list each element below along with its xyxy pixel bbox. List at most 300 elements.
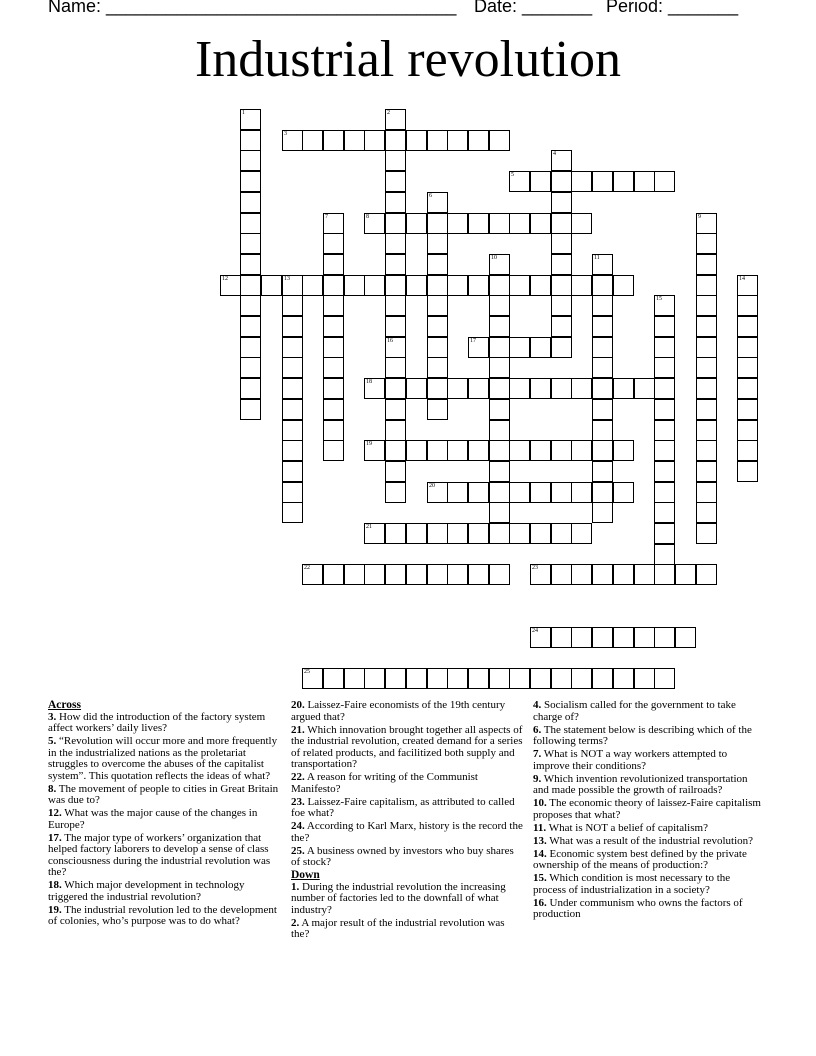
- grid-cell[interactable]: [406, 668, 427, 689]
- grid-cell[interactable]: [737, 337, 758, 358]
- grid-cell[interactable]: [509, 440, 530, 461]
- down-clue: [533, 849, 765, 872]
- grid-cell[interactable]: [509, 668, 530, 689]
- grid-cell[interactable]: [571, 564, 592, 585]
- grid-cell[interactable]: [737, 399, 758, 420]
- grid-cell[interactable]: [323, 337, 344, 358]
- clues-column-2: [291, 700, 525, 942]
- grid-cell[interactable]: [530, 378, 551, 399]
- grid-cell[interactable]: [551, 440, 572, 461]
- grid-cell[interactable]: [571, 482, 592, 503]
- grid-cell[interactable]: [302, 275, 323, 296]
- grid-cell[interactable]: [364, 275, 385, 296]
- clue-text: How did the introduction of the factory system affect workers’ daily lives?: [48, 710, 266, 734]
- grid-cell[interactable]: [385, 482, 406, 503]
- grid-cell[interactable]: [592, 627, 613, 648]
- grid-cell[interactable]: [654, 502, 675, 523]
- grid-cell[interactable]: [654, 440, 675, 461]
- grid-cell[interactable]: [385, 295, 406, 316]
- grid-cell[interactable]: [385, 192, 406, 213]
- grid-cell[interactable]: [240, 150, 261, 171]
- grid-cell[interactable]: [489, 440, 510, 461]
- grid-cell[interactable]: [489, 564, 510, 585]
- grid-cell[interactable]: [571, 440, 592, 461]
- grid-cell[interactable]: [427, 378, 448, 399]
- grid-cell[interactable]: [406, 130, 427, 151]
- grid-cell[interactable]: [737, 357, 758, 378]
- grid-cell[interactable]: [489, 357, 510, 378]
- grid-cell[interactable]: [282, 337, 303, 358]
- grid-cell[interactable]: [427, 275, 448, 296]
- grid-cell[interactable]: [551, 213, 572, 234]
- grid-cell[interactable]: [592, 337, 613, 358]
- grid-cell[interactable]: [654, 378, 675, 399]
- grid-cell[interactable]: [385, 461, 406, 482]
- grid-cell[interactable]: [696, 564, 717, 585]
- date-field[interactable]: Date: _______: [474, 0, 593, 16]
- grid-cell[interactable]: [551, 668, 572, 689]
- grid-cell[interactable]: [696, 502, 717, 523]
- grid-cell[interactable]: [468, 275, 489, 296]
- grid-cell[interactable]: [282, 316, 303, 337]
- grid-cell[interactable]: [696, 420, 717, 441]
- grid-cell[interactable]: [323, 213, 344, 234]
- grid-cell[interactable]: [364, 523, 385, 544]
- grid-cell[interactable]: [385, 316, 406, 337]
- grid-cell[interactable]: [447, 668, 468, 689]
- grid-cell[interactable]: [592, 420, 613, 441]
- grid-cell[interactable]: [737, 275, 758, 296]
- grid-cell[interactable]: [447, 130, 468, 151]
- grid-cell[interactable]: [634, 564, 655, 585]
- grid-cell[interactable]: [489, 130, 510, 151]
- grid-cell[interactable]: [282, 399, 303, 420]
- grid-cell[interactable]: [447, 440, 468, 461]
- grid-cell[interactable]: [282, 130, 303, 151]
- grid-cell[interactable]: [323, 420, 344, 441]
- grid-cell[interactable]: [551, 150, 572, 171]
- clue-number: 2: [387, 110, 390, 116]
- grid-cell[interactable]: [634, 627, 655, 648]
- grid-cell[interactable]: [468, 564, 489, 585]
- grid-cell[interactable]: [592, 482, 613, 503]
- grid-cell[interactable]: [696, 461, 717, 482]
- period-field[interactable]: Period: _______: [606, 0, 739, 16]
- grid-cell[interactable]: [385, 564, 406, 585]
- grid-cell[interactable]: [675, 564, 696, 585]
- grid-cell[interactable]: [240, 275, 261, 296]
- clue-number: 19: [366, 441, 372, 447]
- grid-cell[interactable]: [696, 378, 717, 399]
- clue-number: 17: [470, 338, 476, 344]
- grid-cell[interactable]: [427, 316, 448, 337]
- grid-cell[interactable]: [323, 399, 344, 420]
- grid-cell[interactable]: [654, 482, 675, 503]
- grid-cell[interactable]: [282, 295, 303, 316]
- grid-cell[interactable]: [302, 668, 323, 689]
- grid-cell[interactable]: [613, 275, 634, 296]
- grid-cell[interactable]: [323, 130, 344, 151]
- grid-cell[interactable]: [282, 275, 303, 296]
- down-clue: [533, 725, 765, 748]
- grid-cell[interactable]: [344, 668, 365, 689]
- grid-cell[interactable]: [282, 357, 303, 378]
- grid-cell[interactable]: [654, 337, 675, 358]
- grid-cell[interactable]: [385, 213, 406, 234]
- grid-cell[interactable]: [385, 357, 406, 378]
- grid-cell[interactable]: [530, 440, 551, 461]
- grid-cell[interactable]: [737, 378, 758, 399]
- grid-cell[interactable]: [364, 213, 385, 234]
- grid-cell[interactable]: [696, 233, 717, 254]
- grid-cell[interactable]: [654, 627, 675, 648]
- grid-cell[interactable]: [592, 275, 613, 296]
- grid-cell[interactable]: [613, 378, 634, 399]
- grid-cell[interactable]: [344, 275, 365, 296]
- grid-cell[interactable]: [468, 213, 489, 234]
- grid-cell[interactable]: [592, 461, 613, 482]
- grid-cell[interactable]: [468, 130, 489, 151]
- clue-number: 13.: [533, 834, 547, 847]
- grid-cell[interactable]: [489, 254, 510, 275]
- grid-cell[interactable]: [654, 564, 675, 585]
- grid-cell[interactable]: [427, 357, 448, 378]
- down-clue: [533, 873, 765, 896]
- grid-cell[interactable]: [385, 337, 406, 358]
- grid-cell[interactable]: [447, 523, 468, 544]
- grid-cell[interactable]: [406, 213, 427, 234]
- grid-cell[interactable]: [509, 523, 530, 544]
- grid-cell[interactable]: [364, 440, 385, 461]
- grid-cell[interactable]: [551, 482, 572, 503]
- grid-cell[interactable]: [489, 461, 510, 482]
- grid-cell[interactable]: [323, 233, 344, 254]
- grid-cell[interactable]: [240, 233, 261, 254]
- grid-cell[interactable]: [509, 213, 530, 234]
- grid-cell[interactable]: [323, 668, 344, 689]
- grid-cell[interactable]: [551, 275, 572, 296]
- grid-cell[interactable]: [364, 668, 385, 689]
- grid-cell[interactable]: [406, 523, 427, 544]
- grid-cell[interactable]: [427, 523, 448, 544]
- grid-cell[interactable]: [240, 171, 261, 192]
- grid-cell[interactable]: [696, 523, 717, 544]
- grid-cell[interactable]: [427, 399, 448, 420]
- grid-cell[interactable]: [427, 440, 448, 461]
- grid-cell[interactable]: [489, 316, 510, 337]
- grid-cell[interactable]: [468, 440, 489, 461]
- grid-cell[interactable]: [592, 564, 613, 585]
- grid-cell[interactable]: [447, 564, 468, 585]
- grid-cell[interactable]: [344, 130, 365, 151]
- grid-cell[interactable]: [551, 295, 572, 316]
- grid-cell[interactable]: [220, 275, 241, 296]
- grid-cell[interactable]: [696, 213, 717, 234]
- grid-cell[interactable]: [489, 337, 510, 358]
- grid-cell[interactable]: [385, 523, 406, 544]
- grid-cell[interactable]: [323, 564, 344, 585]
- grid-cell[interactable]: [364, 130, 385, 151]
- down-clue: [533, 774, 765, 797]
- grid-cell[interactable]: [551, 337, 572, 358]
- grid-cell[interactable]: [592, 502, 613, 523]
- grid-cell[interactable]: [530, 668, 551, 689]
- clue-number: 9.: [533, 772, 542, 785]
- grid-cell[interactable]: [654, 461, 675, 482]
- grid-cell[interactable]: [696, 357, 717, 378]
- grid-cell[interactable]: [551, 233, 572, 254]
- grid-cell[interactable]: [385, 150, 406, 171]
- grid-cell[interactable]: [385, 420, 406, 441]
- grid-cell[interactable]: [509, 378, 530, 399]
- grid-cell[interactable]: [654, 171, 675, 192]
- grid-cell[interactable]: [240, 337, 261, 358]
- grid-cell[interactable]: [654, 668, 675, 689]
- down-heading: Down: [291, 869, 320, 881]
- grid-cell[interactable]: [447, 213, 468, 234]
- grid-cell[interactable]: [571, 213, 592, 234]
- grid-cell[interactable]: [427, 254, 448, 275]
- grid-cell[interactable]: [323, 357, 344, 378]
- grid-cell[interactable]: [323, 295, 344, 316]
- grid-cell[interactable]: [385, 399, 406, 420]
- grid-cell[interactable]: [551, 378, 572, 399]
- grid-cell[interactable]: [385, 109, 406, 130]
- grid-cell[interactable]: [489, 295, 510, 316]
- clue-text: The statement below is describing which of the following terms?: [533, 723, 752, 747]
- grid-cell[interactable]: [509, 171, 530, 192]
- grid-cell[interactable]: [696, 337, 717, 358]
- grid-cell[interactable]: [240, 295, 261, 316]
- grid-cell[interactable]: [530, 337, 551, 358]
- grid-cell[interactable]: [323, 254, 344, 275]
- grid-cell[interactable]: [468, 378, 489, 399]
- grid-cell[interactable]: [571, 627, 592, 648]
- grid-cell[interactable]: [385, 275, 406, 296]
- clue-text: A major result of the industrial revolution was the?: [291, 916, 505, 940]
- grid-cell[interactable]: [385, 171, 406, 192]
- clue-number: 22: [304, 565, 310, 571]
- grid-cell[interactable]: [613, 564, 634, 585]
- grid-cell[interactable]: [385, 233, 406, 254]
- grid-cell[interactable]: [592, 254, 613, 275]
- grid-cell[interactable]: [282, 440, 303, 461]
- grid-cell[interactable]: [406, 440, 427, 461]
- grid-cell[interactable]: [530, 213, 551, 234]
- grid-cell[interactable]: [737, 440, 758, 461]
- grid-cell[interactable]: [468, 482, 489, 503]
- grid-cell[interactable]: [468, 337, 489, 358]
- across-clue: [291, 725, 525, 771]
- grid-cell[interactable]: [592, 171, 613, 192]
- grid-cell[interactable]: [571, 523, 592, 544]
- name-field[interactable]: Name: ___________________________________: [48, 0, 457, 16]
- grid-cell[interactable]: [427, 192, 448, 213]
- grid-cell[interactable]: [489, 523, 510, 544]
- grid-cell[interactable]: [592, 399, 613, 420]
- grid-cell[interactable]: [489, 668, 510, 689]
- grid-cell[interactable]: [592, 316, 613, 337]
- grid-cell[interactable]: [489, 275, 510, 296]
- grid-cell[interactable]: [406, 378, 427, 399]
- grid-cell[interactable]: [696, 482, 717, 503]
- grid-cell[interactable]: [323, 275, 344, 296]
- grid-cell[interactable]: [427, 213, 448, 234]
- grid-cell[interactable]: [551, 171, 572, 192]
- grid-cell[interactable]: [385, 130, 406, 151]
- grid-cell[interactable]: [530, 275, 551, 296]
- grid-cell[interactable]: [654, 420, 675, 441]
- grid-cell[interactable]: [551, 192, 572, 213]
- grid-cell[interactable]: [240, 192, 261, 213]
- grid-cell[interactable]: [240, 399, 261, 420]
- grid-cell[interactable]: [261, 275, 282, 296]
- grid-cell[interactable]: [654, 544, 675, 565]
- grid-cell[interactable]: [406, 564, 427, 585]
- grid-cell[interactable]: [592, 295, 613, 316]
- grid-cell[interactable]: [613, 482, 634, 503]
- clue-number: 23: [532, 565, 538, 571]
- grid-cell[interactable]: [654, 523, 675, 544]
- grid-cell[interactable]: [551, 523, 572, 544]
- grid-cell[interactable]: [592, 440, 613, 461]
- across-clue: [48, 905, 280, 928]
- grid-cell[interactable]: [385, 440, 406, 461]
- grid-cell[interactable]: [447, 482, 468, 503]
- grid-cell[interactable]: [344, 564, 365, 585]
- grid-cell[interactable]: [654, 399, 675, 420]
- grid-cell[interactable]: [571, 378, 592, 399]
- grid-cell[interactable]: [323, 440, 344, 461]
- grid-cell[interactable]: [613, 627, 634, 648]
- grid-cell[interactable]: [551, 316, 572, 337]
- grid-cell[interactable]: [551, 254, 572, 275]
- grid-cell[interactable]: [489, 420, 510, 441]
- grid-cell[interactable]: [530, 523, 551, 544]
- grid-cell[interactable]: [427, 233, 448, 254]
- grid-cell[interactable]: [737, 316, 758, 337]
- grid-cell[interactable]: [282, 378, 303, 399]
- grid-cell[interactable]: [282, 420, 303, 441]
- grid-cell[interactable]: [489, 378, 510, 399]
- grid-cell[interactable]: [364, 378, 385, 399]
- clue-number: 1: [242, 110, 245, 116]
- grid-cell[interactable]: [240, 213, 261, 234]
- grid-cell[interactable]: [530, 627, 551, 648]
- grid-cell[interactable]: [613, 440, 634, 461]
- grid-cell[interactable]: [240, 316, 261, 337]
- grid-cell[interactable]: [302, 130, 323, 151]
- grid-cell[interactable]: [509, 275, 530, 296]
- grid-cell[interactable]: [634, 171, 655, 192]
- grid-cell[interactable]: [654, 357, 675, 378]
- grid-cell[interactable]: [282, 502, 303, 523]
- grid-cell[interactable]: [613, 668, 634, 689]
- grid-cell[interactable]: [468, 523, 489, 544]
- grid-cell[interactable]: [551, 627, 572, 648]
- grid-cell[interactable]: [427, 130, 448, 151]
- grid-cell[interactable]: [240, 109, 261, 130]
- clue-text: According to Karl Marx, history is the record the the?: [291, 820, 523, 844]
- grid-cell[interactable]: [240, 378, 261, 399]
- grid-cell[interactable]: [385, 378, 406, 399]
- grid-cell[interactable]: [427, 564, 448, 585]
- grid-cell[interactable]: [737, 420, 758, 441]
- grid-cell[interactable]: [385, 668, 406, 689]
- clue-number: 13: [284, 276, 290, 282]
- grid-cell[interactable]: [489, 213, 510, 234]
- grid-cell[interactable]: [282, 482, 303, 503]
- grid-cell[interactable]: [737, 461, 758, 482]
- grid-cell[interactable]: [613, 171, 634, 192]
- grid-cell[interactable]: [427, 295, 448, 316]
- grid-cell[interactable]: [696, 275, 717, 296]
- grid-cell[interactable]: [571, 668, 592, 689]
- grid-cell[interactable]: [447, 275, 468, 296]
- grid-cell[interactable]: [427, 337, 448, 358]
- grid-cell[interactable]: [489, 502, 510, 523]
- grid-cell[interactable]: [240, 357, 261, 378]
- clue-number: 5.: [48, 735, 57, 747]
- grid-cell[interactable]: [592, 668, 613, 689]
- grid-cell[interactable]: [406, 275, 427, 296]
- grid-cell[interactable]: [592, 378, 613, 399]
- grid-cell[interactable]: [696, 316, 717, 337]
- grid-cell[interactable]: [364, 564, 385, 585]
- grid-cell[interactable]: [447, 378, 468, 399]
- grid-cell[interactable]: [240, 130, 261, 151]
- grid-cell[interactable]: [240, 254, 261, 275]
- grid-cell[interactable]: [675, 627, 696, 648]
- grid-cell[interactable]: [530, 482, 551, 503]
- grid-cell[interactable]: [302, 564, 323, 585]
- grid-cell[interactable]: [530, 171, 551, 192]
- grid-cell[interactable]: [530, 564, 551, 585]
- grid-cell[interactable]: [427, 482, 448, 503]
- grid-cell[interactable]: [282, 461, 303, 482]
- clue-number: 25: [304, 669, 310, 675]
- grid-cell[interactable]: [696, 295, 717, 316]
- grid-cell[interactable]: [634, 378, 655, 399]
- grid-cell[interactable]: [654, 295, 675, 316]
- grid-cell[interactable]: [696, 254, 717, 275]
- grid-cell[interactable]: [696, 440, 717, 461]
- grid-cell[interactable]: [571, 171, 592, 192]
- grid-cell[interactable]: [592, 357, 613, 378]
- grid-cell[interactable]: [427, 668, 448, 689]
- clue-text: The major type of workers’ organization that helped factory laborers to develop a sense of class consciousness during the industrial revolution was the?: [48, 831, 271, 878]
- grid-cell[interactable]: [385, 254, 406, 275]
- down-clue: [533, 700, 765, 723]
- grid-cell[interactable]: [323, 378, 344, 399]
- clue-text: Which innovation brought together all aspects of the industrial revolution, created demand for a series of related products, and facilitized both supply and transportation?: [291, 723, 523, 770]
- grid-cell[interactable]: [509, 337, 530, 358]
- grid-cell[interactable]: [634, 668, 655, 689]
- grid-cell[interactable]: [323, 316, 344, 337]
- clue-number: 5: [511, 172, 514, 178]
- grid-cell[interactable]: [654, 316, 675, 337]
- clue-text: What was the major cause of the changes in Europe?: [48, 807, 258, 831]
- grid-cell[interactable]: [489, 399, 510, 420]
- grid-cell[interactable]: [489, 482, 510, 503]
- grid-cell[interactable]: [737, 295, 758, 316]
- grid-cell[interactable]: [509, 482, 530, 503]
- grid-cell[interactable]: [551, 564, 572, 585]
- grid-cell[interactable]: [468, 668, 489, 689]
- clue-text: Socialism called for the government to take charge of?: [533, 699, 736, 723]
- grid-cell[interactable]: [696, 399, 717, 420]
- grid-cell[interactable]: [571, 275, 592, 296]
